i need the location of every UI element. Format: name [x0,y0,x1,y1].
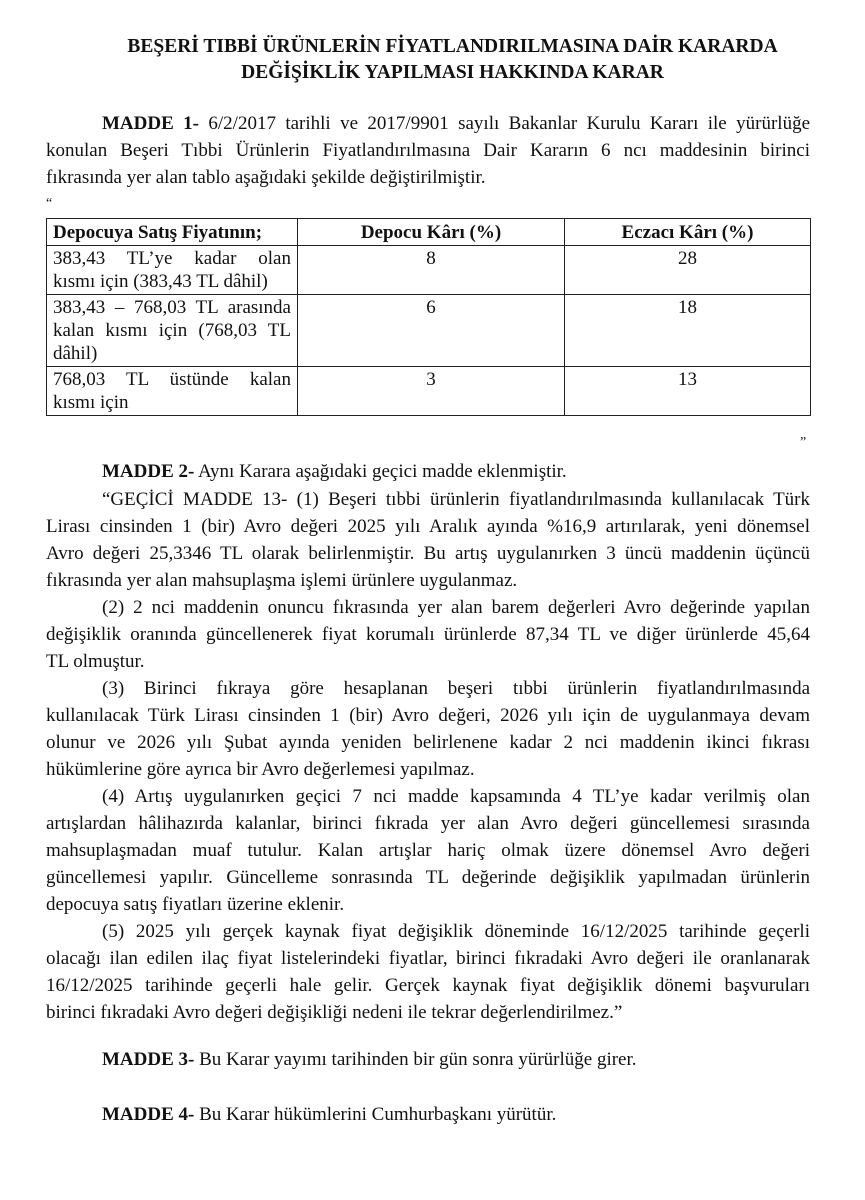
madde-1-label: MADDE 1- [102,113,199,134]
madde-4-paragraph [46,1101,810,1128]
row-2-depocu: 6 [298,295,565,367]
madde-1-line-3: fıkrasında yer alan tablo aşağıdaki şekilde değiştirilmiştir. [46,167,486,188]
row-3-depocu: 3 [298,367,565,416]
madde-2-label: MADDE 2- [102,461,195,482]
header-depocu-profit: Depocu Kârı (%) [298,219,565,246]
row-2-eczaci: 18 [565,295,811,367]
table-row [47,295,811,367]
gecici-madde-paragraph-1: “GEÇİCİ MADDE 13- (1) Beşeri tıbbi ürünlerin fiyatlandırılmasında kullanılacak Türk Lirası cinsinden 1 (bir) Avro değeri 2025 yılı Aralık ayında %16,9 artırılarak, yeni dönemsel Avro değeri 25,3346 TL olarak belirlenmiştir. Bu artış uygulanırken 3 üncü maddenin üçüncü fıkrasında yer alan mahsuplaşma işlemi ürünlere uygulanmaz. [46,489,810,591]
row-1-range: 383,43 TL’ye kadar olan kısmı için (383,43 TL dâhil) [47,246,298,295]
madde-2-text: Aynı Karara aşağıdaki geçici madde eklenmiştir. [194,461,567,482]
madde-1-line-2: konulan Beşeri Tıbbi Ürünlerin Fiyatlandırılmasına Dair Kararın 6 ncı maddesinin birinci [46,140,810,161]
table-row [47,367,811,416]
gecici-madde-paragraph-3: (3) Birinci fıkraya göre hesaplanan beşeri tıbbi ürünlerin fiyatlandırılmasında kullanılacak Türk Lirası cinsinden 1 (bir) Avro değeri, 2026 yılı için de uygulanmaya devam olunur ve 2026 yılı Şubat ayında yeniden belirlenene kadar 2 nci maddenin ikinci fıkrası hükümlerine göre ayrıca bir Avro değerlemesi yapılmaz. [46,678,810,780]
title-line-2: DEĞİŞİKLİK YAPILMASI HAKKINDA KARAR [241,62,664,83]
table-header-row [47,219,811,246]
table-row [47,246,811,295]
madde-4-label: MADDE 4- [102,1104,195,1125]
madde-1-paragraph [46,110,810,191]
header-eczaci-profit: Eczacı Kârı (%) [565,219,811,246]
madde-1-line-1: 6/2/2017 tarihli ve 2017/9901 sayılı Bakanlar Kurulu Kararı ile yürürlüğe [199,113,810,134]
row-3-range: 768,03 TL üstünde kalan kısmı için [47,367,298,416]
gecici-madde-paragraph-2: (2) 2 nci maddenin onuncu fıkrasında yer alan barem değerleri Avro değerinde yapılan değişiklik oranında güncellenerek fiyat korumalı ürünlerde 87,34 TL ve diğer ürünlerde 45,64 TL olmuştur. [46,597,810,672]
row-2-range: 383,43 – 768,03 TL arasında kalan kısmı için (768,03 TL dâhil) [47,295,298,367]
madde-3-label: MADDE 3- [102,1049,195,1070]
gecici-madde-paragraph-4: (4) Artış uygulanırken geçici 7 nci madde kapsamında 4 TL’ye kadar verilmiş olan artışlardan hâlihazırda kalanlar, birinci fıkrada yer alan Avro değeri güncellemesi sırasında mahsuplaşmadan muaf tutulur. Kalan artışlar hariç olmak üzere dönemsel Avro değeri güncellemesi yapılır. Güncelleme sonrasında TL değerinde değişiklik yapılmadan ürünlerin depocuya satış fiyatları üzerine eklenir. [46,786,810,915]
open-quote-mark: “ [46,196,53,211]
header-sale-price: Depocuya Satış Fiyatının; [47,219,298,246]
row-3-eczaci: 13 [565,367,811,416]
madde-2-intro [46,458,810,485]
madde-3-paragraph [46,1046,810,1073]
madde-3-text: Bu Karar yayımı tarihinden bir gün sonra yürürlüğe girer. [194,1049,637,1070]
title-line-1: BEŞERİ TIBBİ ÜRÜNLERİN FİYATLANDIRILMASINA DAİR KARARDA [127,36,778,57]
profit-table [46,218,811,416]
row-1-depocu: 8 [298,246,565,295]
madde-4-text: Bu Karar hükümlerini Cumhurbaşkanı yürütür. [194,1104,557,1125]
close-quote-mark: ” [800,435,807,450]
gecici-madde-paragraph-5: (5) 2025 yılı gerçek kaynak fiyat değişiklik döneminde 16/12/2025 tarihinde geçerli olacağı ilan edilen ilaç fiyat listelerindeki fiyatlar, birinci fıkradaki Avro değeri ile oranlanarak 16/12/2025 tarihinde geçerli hale gelir. Gerçek kaynak fiyat değişiklik dönemi başvuruları birinci fıkradaki Avro değeri değişikliği nedeni ile tekrar değerlendirilmez.” [46,921,810,1023]
document-title [0,34,865,86]
row-1-eczaci: 28 [565,246,811,295]
